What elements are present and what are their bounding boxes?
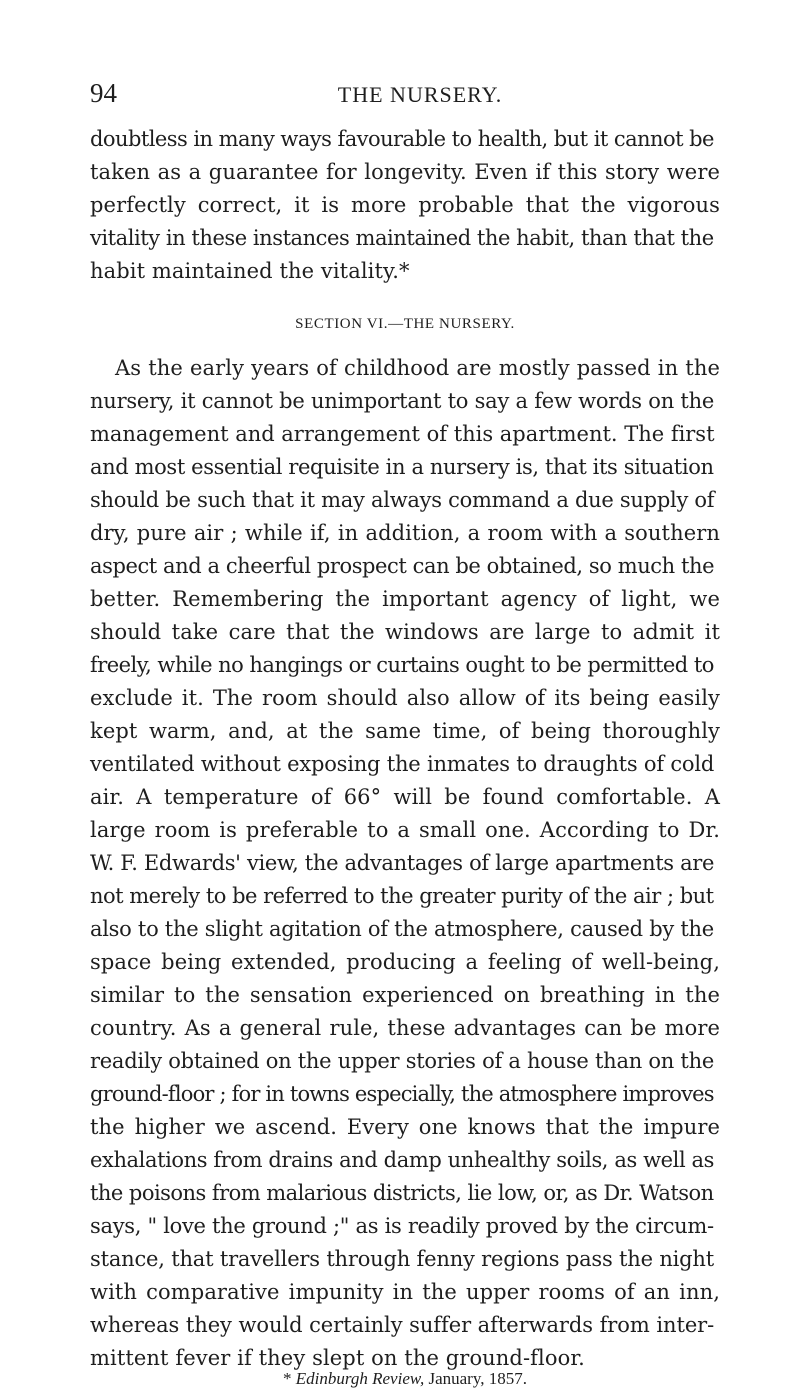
text-line: country. As a general rule, these advantages can be more (90, 1016, 720, 1040)
text-line: mittent fever if they slept on the ground-floor. (90, 1346, 585, 1370)
text-line: vitality in these instances maintained the habit, than that the (90, 226, 714, 250)
text-line: exclude it. The room should also allow of its being easily (90, 686, 720, 710)
text-line: exhalations from drains and damp unhealthy soils, as well as (90, 1148, 714, 1172)
footnote-marker: * (283, 1369, 292, 1388)
text-line: air. A temperature of 66° will be found comfortable. A (90, 785, 720, 809)
text-line: similar to the sensation experienced on breathing in the (90, 983, 720, 1007)
footnote (90, 1369, 720, 1389)
text-line: not merely to be referred to the greater purity of the air ; but (90, 884, 714, 908)
section-heading: SECTION VI.—THE NURSERY. (295, 316, 515, 332)
text-line: taken as a guarantee for longevity. Even if this story were (90, 160, 720, 184)
text-line: whereas they would certainly suffer afterwards from inter- (90, 1313, 715, 1337)
text-line: readily obtained on the upper stories of a house than on the (90, 1049, 714, 1073)
text-line: habit maintained the vitality.* (90, 259, 410, 283)
text-line: stance, that travellers through fenny regions pass the night (90, 1247, 714, 1271)
text-line: should take care that the windows are large to admit it (90, 620, 720, 644)
text-line: kept warm, and, at the same time, of being thoroughly (90, 719, 720, 743)
page-header (90, 78, 720, 112)
text-line: better. Remembering the important agency of light, we (90, 587, 720, 611)
footnote-date: January, 1857. (428, 1369, 527, 1388)
text-line: and most essential requisite in a nursery is, that its situation (90, 455, 714, 479)
text-line: nursery, it cannot be unimportant to say a few words on the (90, 389, 715, 413)
text-line: perfectly correct, it is more probable that the vigorous (90, 193, 720, 217)
text-line: ventilated without exposing the inmates to draughts of cold (90, 752, 715, 776)
text-line: with comparative impunity in the upper rooms of an inn, (90, 1280, 720, 1304)
footnote-source: Edinburgh Review, (295, 1369, 425, 1388)
text-line: ground-floor ; for in towns especially, the atmosphere improves (90, 1082, 714, 1106)
text-line: also to the slight agitation of the atmosphere, caused by the (90, 917, 714, 941)
text-line: says, " love the ground ;" as is readily proved by the circum- (90, 1214, 714, 1238)
text-line: space being extended, producing a feeling of well-being, (90, 950, 720, 974)
text-line: W. F. Edwards' view, the advantages of large apartments are (90, 851, 715, 875)
text-line: the higher we ascend. Every one knows that the impure (90, 1115, 720, 1139)
text-line: dry, pure air ; while if, in addition, a room with a southern (90, 521, 720, 545)
running-head: THE NURSERY. (337, 82, 503, 107)
text-line: aspect and a cheerful prospect can be obtained, so much the (90, 554, 715, 578)
text-line: management and arrangement of this apartment. The first (90, 422, 715, 446)
page-number: 94 (90, 78, 117, 108)
text-line: the poisons from malarious districts, lie low, or, as Dr. Watson (90, 1181, 714, 1205)
text-line: should be such that it may always command a due supply of (90, 488, 715, 512)
text-line: large room is preferable to a small one. According to Dr. (90, 818, 720, 842)
text-line: doubtless in many ways favourable to health, but it cannot be (90, 127, 714, 151)
text-line: As the early years of childhood are mostly passed in the (115, 356, 720, 380)
text-line: freely, while no hangings or curtains ought to be permitted to (90, 653, 714, 677)
